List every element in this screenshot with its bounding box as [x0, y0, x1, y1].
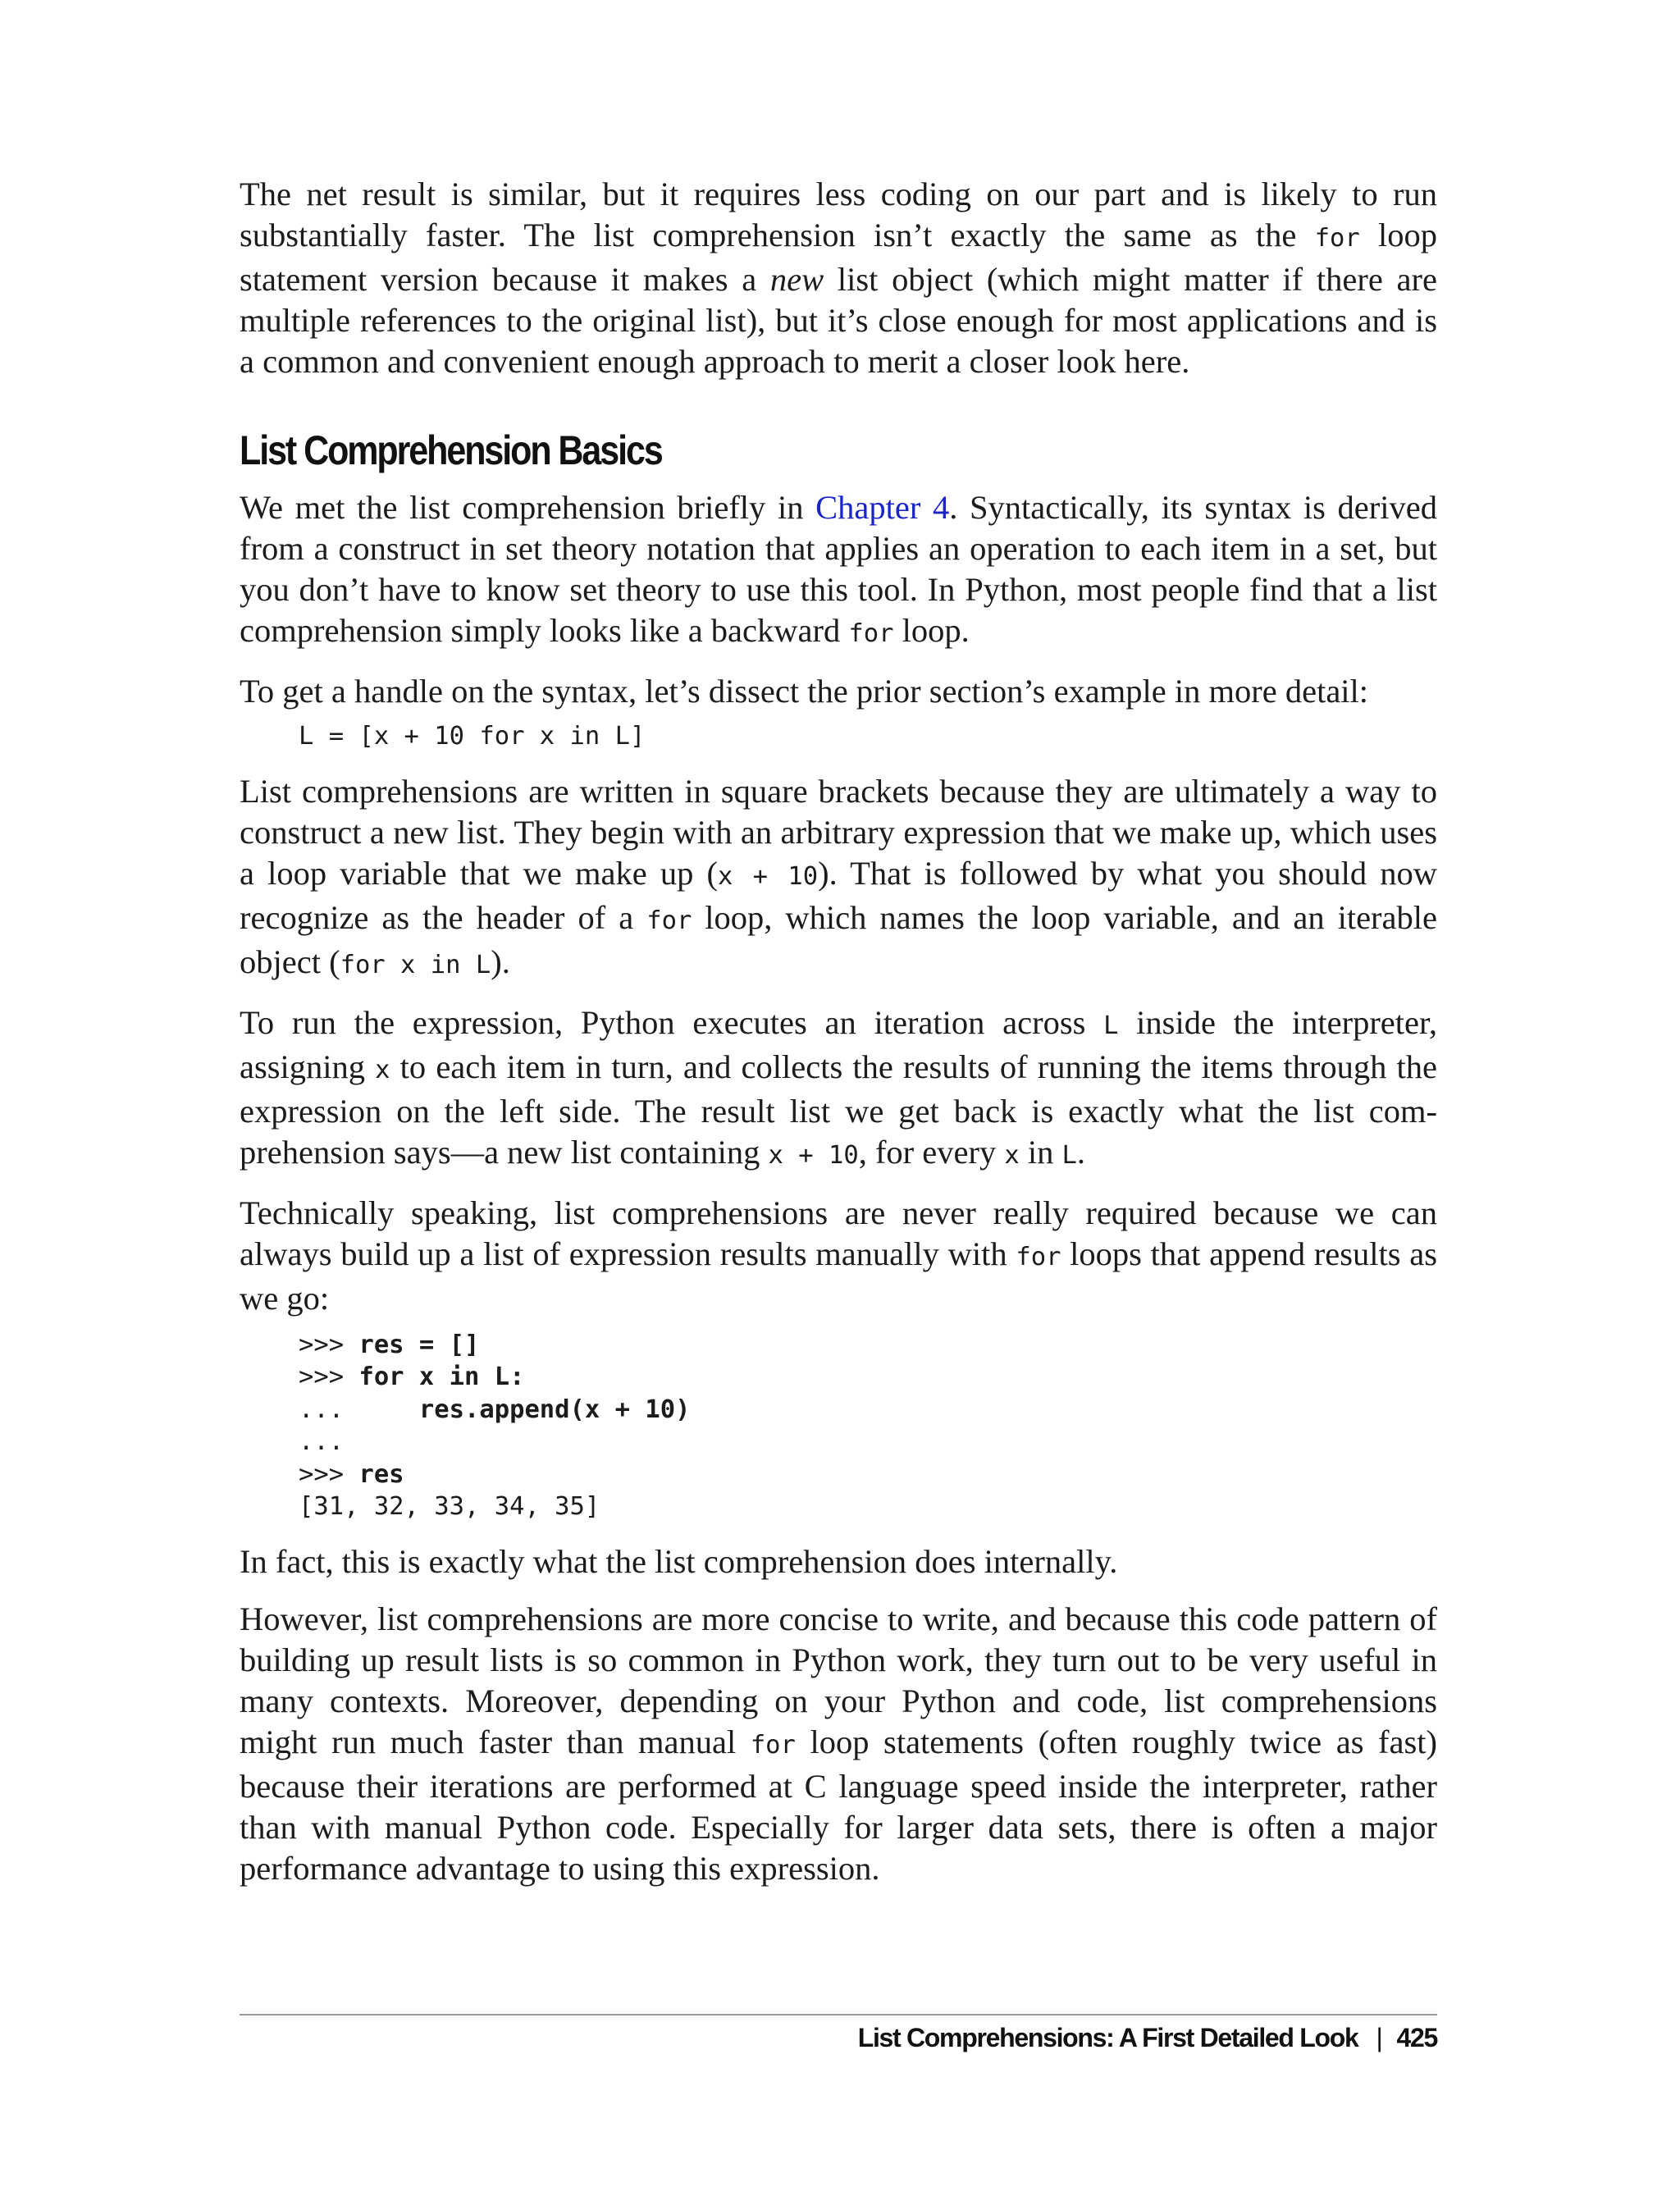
- inline-code: for x in L: [340, 950, 491, 979]
- text-run: loop statements (often roughly twice as fast) because their iterations are performed at C language speed inside the interpreter, rather than with manual Python code. Especially for larger data sets, there is often a major performance advantage to using this expression.: [240, 1723, 1437, 1887]
- text-run: inside the interpreter, assigning: [240, 1003, 1437, 1085]
- text-run: To run the expression, Python executes an iteration across: [240, 1003, 1104, 1041]
- text-run: loop.: [893, 612, 970, 649]
- inline-code: for: [848, 619, 894, 648]
- code-block-loop: [299, 1329, 1437, 1523]
- paragraph-in-fact: In fact, this is exactly what the list comprehension does internally.: [240, 1542, 1118, 1580]
- code-input: res = []: [358, 1330, 480, 1359]
- code-input: for x in L:: [358, 1363, 525, 1391]
- text-run: .: [1076, 1133, 1085, 1171]
- page-content: [240, 174, 1437, 1906]
- repl-prompt: >>>: [299, 1459, 359, 1489]
- text-run: The net result is similar, but it requires less coding on our part and is likely to run substantially faster. The list comprehension isn’t exactly the same as the: [240, 176, 1437, 253]
- repl-continuation: ...: [299, 1427, 345, 1456]
- inline-code: for: [1314, 224, 1360, 253]
- chapter-4-link[interactable]: Chapter 4: [815, 489, 950, 526]
- inline-code: for: [646, 906, 692, 935]
- repl-continuation: ...: [299, 1395, 419, 1424]
- inline-code: x + 10: [717, 861, 819, 891]
- text-run: . Syntactically, its syntax is derived from a construct in set theory notation that applies an operation to each item in a set, but you don’t have to know set theory to use this tool. In Python, most people find that a list comprehension simply looks like a backward: [240, 489, 1437, 649]
- paragraph-square-brackets: [240, 771, 1437, 986]
- inline-code: L: [1061, 1140, 1077, 1170]
- code-input: res.append(x + 10): [418, 1395, 691, 1424]
- inline-code: x: [375, 1055, 390, 1084]
- paragraph-run-expression: [240, 1002, 1437, 1176]
- inline-code: L: [1103, 1011, 1119, 1040]
- text-run: , for every: [858, 1133, 1005, 1171]
- paragraph-dissect: To get a handle on the syntax, let’s dissect the prior section’s example in more detail:: [240, 673, 1369, 710]
- code-output: [31, 32, 33, 34, 35]: [299, 1492, 600, 1521]
- page-number: 425: [1396, 2023, 1437, 2052]
- text-run: list object (which might matter if there are multiple references to the original list), but it’s close enough for most applications and is a common and convenient enough approach to merit a closer look here.: [240, 261, 1437, 380]
- text-run: We met the list comprehension briefly in: [240, 489, 816, 526]
- emphasis-text: new: [769, 261, 824, 298]
- paragraph-intro: [240, 174, 1437, 382]
- paragraph-technically: [240, 1193, 1437, 1319]
- running-title: List Comprehensions: A First Detailed Look: [857, 2023, 1358, 2052]
- repl-prompt: >>>: [299, 1363, 359, 1391]
- inline-code: x: [1004, 1140, 1020, 1170]
- repl-prompt: >>>: [299, 1330, 359, 1359]
- text-run: Technically speaking, list comprehensions are never really required because we can always build up a list of expression results manually with: [240, 1194, 1437, 1272]
- section-heading: List Comprehension Basics: [240, 427, 662, 473]
- footer-divider: [240, 2014, 1437, 2016]
- text-run: loops that append results as we go:: [240, 1235, 1437, 1317]
- paragraph-chapter-ref: [240, 487, 1437, 655]
- page-footer: [858, 2023, 1437, 2053]
- text-run: ). That is followed by what you should now recognize as the header of a: [240, 854, 1437, 936]
- text-run: loop statement version because it makes a: [240, 217, 1437, 298]
- inline-code: x + 10: [768, 1140, 859, 1170]
- code-input: res: [358, 1459, 404, 1489]
- text-run: ).: [491, 943, 510, 980]
- code-block-comprehension: L = [x + 10 for x in L]: [299, 722, 646, 751]
- text-run: loop, which names the loop variable, and an iterable object (: [240, 898, 1437, 980]
- text-run: in: [1019, 1133, 1062, 1171]
- inline-code: for: [1016, 1242, 1061, 1271]
- paragraph-however: [240, 1599, 1437, 1889]
- text-run: However, list comprehensions are more concise to write, and because this code pattern of building up result lists is so common in Python work, they turn out to be very useful in many contexts. Moreover, depending on your Python and code, list comprehensions might run much faster than manual: [240, 1600, 1437, 1760]
- footer-separator: |: [1376, 2023, 1382, 2052]
- inline-code: for: [750, 1730, 796, 1760]
- text-run: to each item in turn, and collects the results of running the items through the expression on the left side. The result list we get back is exactly what the list comprehension says—a new list containing: [240, 1048, 1437, 1171]
- text-run: List comprehensions are written in square brackets because they are ultimately a way to construct a new list. They begin with an arbitrary expression that we make up, which uses a loop variable that we make up (: [240, 772, 1437, 892]
